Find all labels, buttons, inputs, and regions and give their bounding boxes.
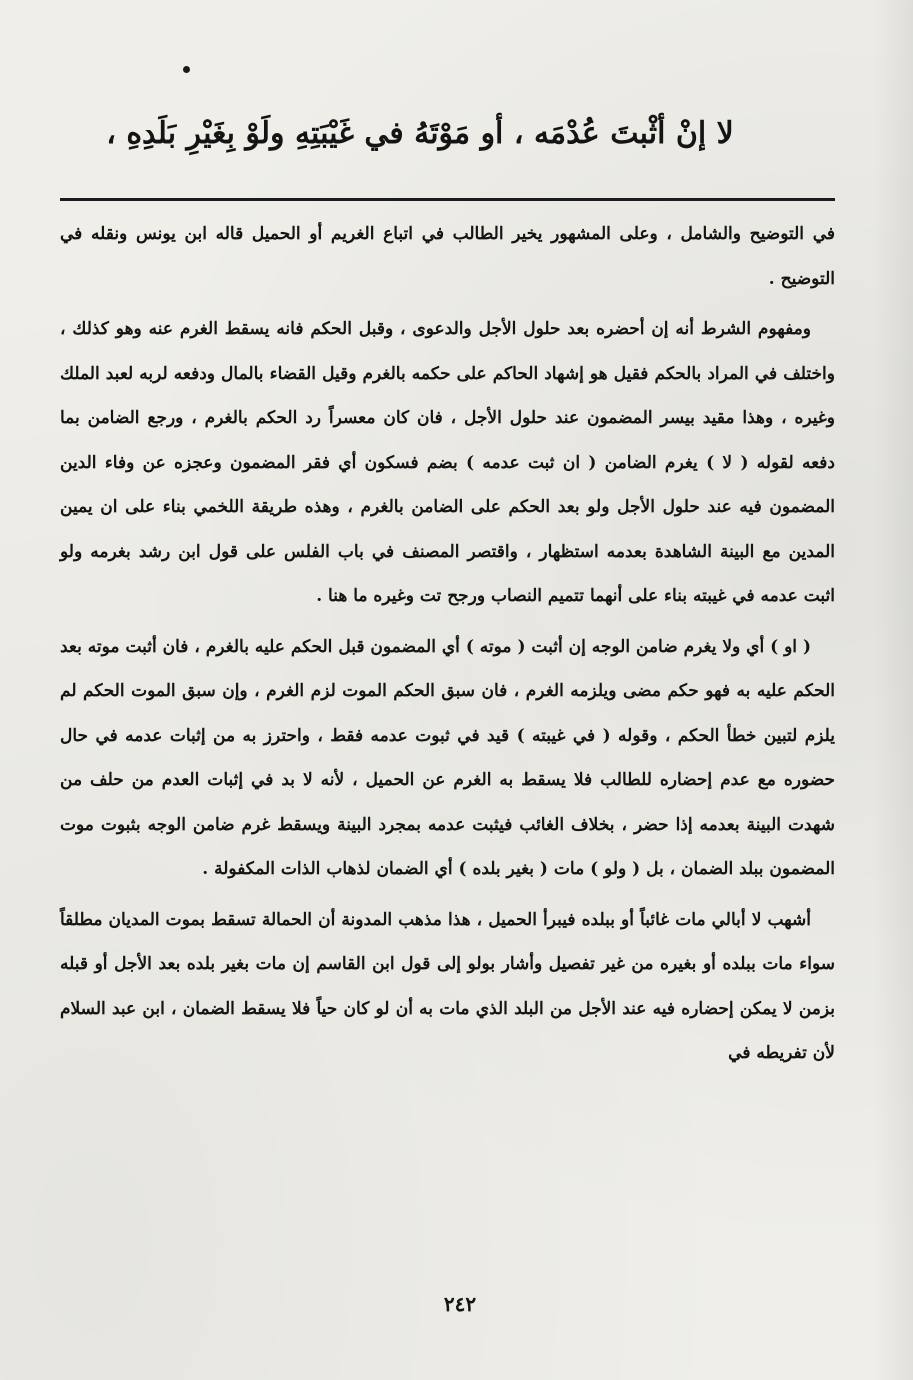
scan-shadow xyxy=(873,0,913,1380)
paragraph-3: ( او ) أي ولا يغرم ضامن الوجه إن أثبت ( موته ) أي المضمون قبل الحكم عليه بالغرم ، فان أثبت موته بعد الحكم عليه به فهو حكم مضى ويلزمه الغرم ، فان سبق الحكم الموت لزم الغرم ، وإن سبق الموت الحكم لم يلزم لتبين خطأ الحكم ، وقوله ( في غيبته ) قيد في ثبوت عدمه فقط ، واحترز به من إثبات عدمه في حال حضوره مع عدم إحضاره للطالب فلا يسقط به الغرم عن الحميل ، لأنه لا بد في إثبات العدم من حلف من شهدت البينة بعدمه إذا حضر ، بخلاف الغائب فيثبت عدمه بمجرد البينة ويسقط غرم ضامن الوجه بثبوت موت المضمون ببلد الضمان ، بل ( ولو ) مات ( بغير بلده ) أي الضمان لذهاب الذات المكفولة . xyxy=(60,636,835,879)
matn-header: لا إنْ أثْبتَ عُدْمَه ، أو مَوْتَهُ في غَيْبَتِهِ ولَوْ بِغَيْرِ بَلَدِهِ ، xyxy=(106,116,734,151)
header-rule xyxy=(60,198,835,201)
ink-dot xyxy=(183,66,190,73)
paragraph-4: أشهب لا أبالي مات غائباً أو ببلده فيبرأ الحميل ، هذا مذهب المدونة أن الحمالة تسقط بموت المديان مطلقاً سواء مات ببلده أو بغيره من غير تفصيل وأشار بولو إلى قول ابن القاسم إن مات بغير بلده بعد الأجل أو قبله بزمن لا يمكن إحضاره فيه عند الأجل من البلد الذي مات به أن لو كان حياً فلا يسقط الضمان ، ابن عبد السلام لأن تفريطه في xyxy=(60,909,835,1063)
commentary-body xyxy=(60,212,835,1082)
paragraph-2: ومفهوم الشرط أنه إن أحضره بعد حلول الأجل والدعوى ، وقبل الحكم فانه يسقط الغرم عنه وهو كذلك ، واختلف في المراد بالحكم فقيل هو إشهاد الحاكم على حكمه بالغرم وقيل القضاء بالمال ودفعه لربه لعبد الملك وغيره ، وهذا مقيد بيسر المضمون عند حلول الأجل ، فان كان معسراً رد الحكم بالغرم ، ورجع الضامن بما دفعه لقوله ( لا ) يغرم الضامن ( ان ثبت عدمه ) بضم فسكون أي فقر المضمون وعجزه عن وفاء الدين المضمون فيه عند حلول الأجل ولو بعد الحكم على الضامن بالغرم ، وهذه طريقة اللخمي بناء على ان يمين المدين مع البينة الشاهدة بعدمه استظهار ، واقتصر المصنف في باب الفلس على قول ابن رشد بغرمه ولو اثبت عدمه في غيبته بناء على أنهما تتميم النصاب ورجح تت وغيره ما هنا . xyxy=(60,319,835,606)
page-number: ٢٤٢ xyxy=(443,1292,477,1316)
paragraph-1: في التوضيح والشامل ، وعلى المشهور يخير الطالب في اتباع الغريم أو الحميل قاله ابن يونس ونقله في التوضيح . xyxy=(60,224,835,289)
